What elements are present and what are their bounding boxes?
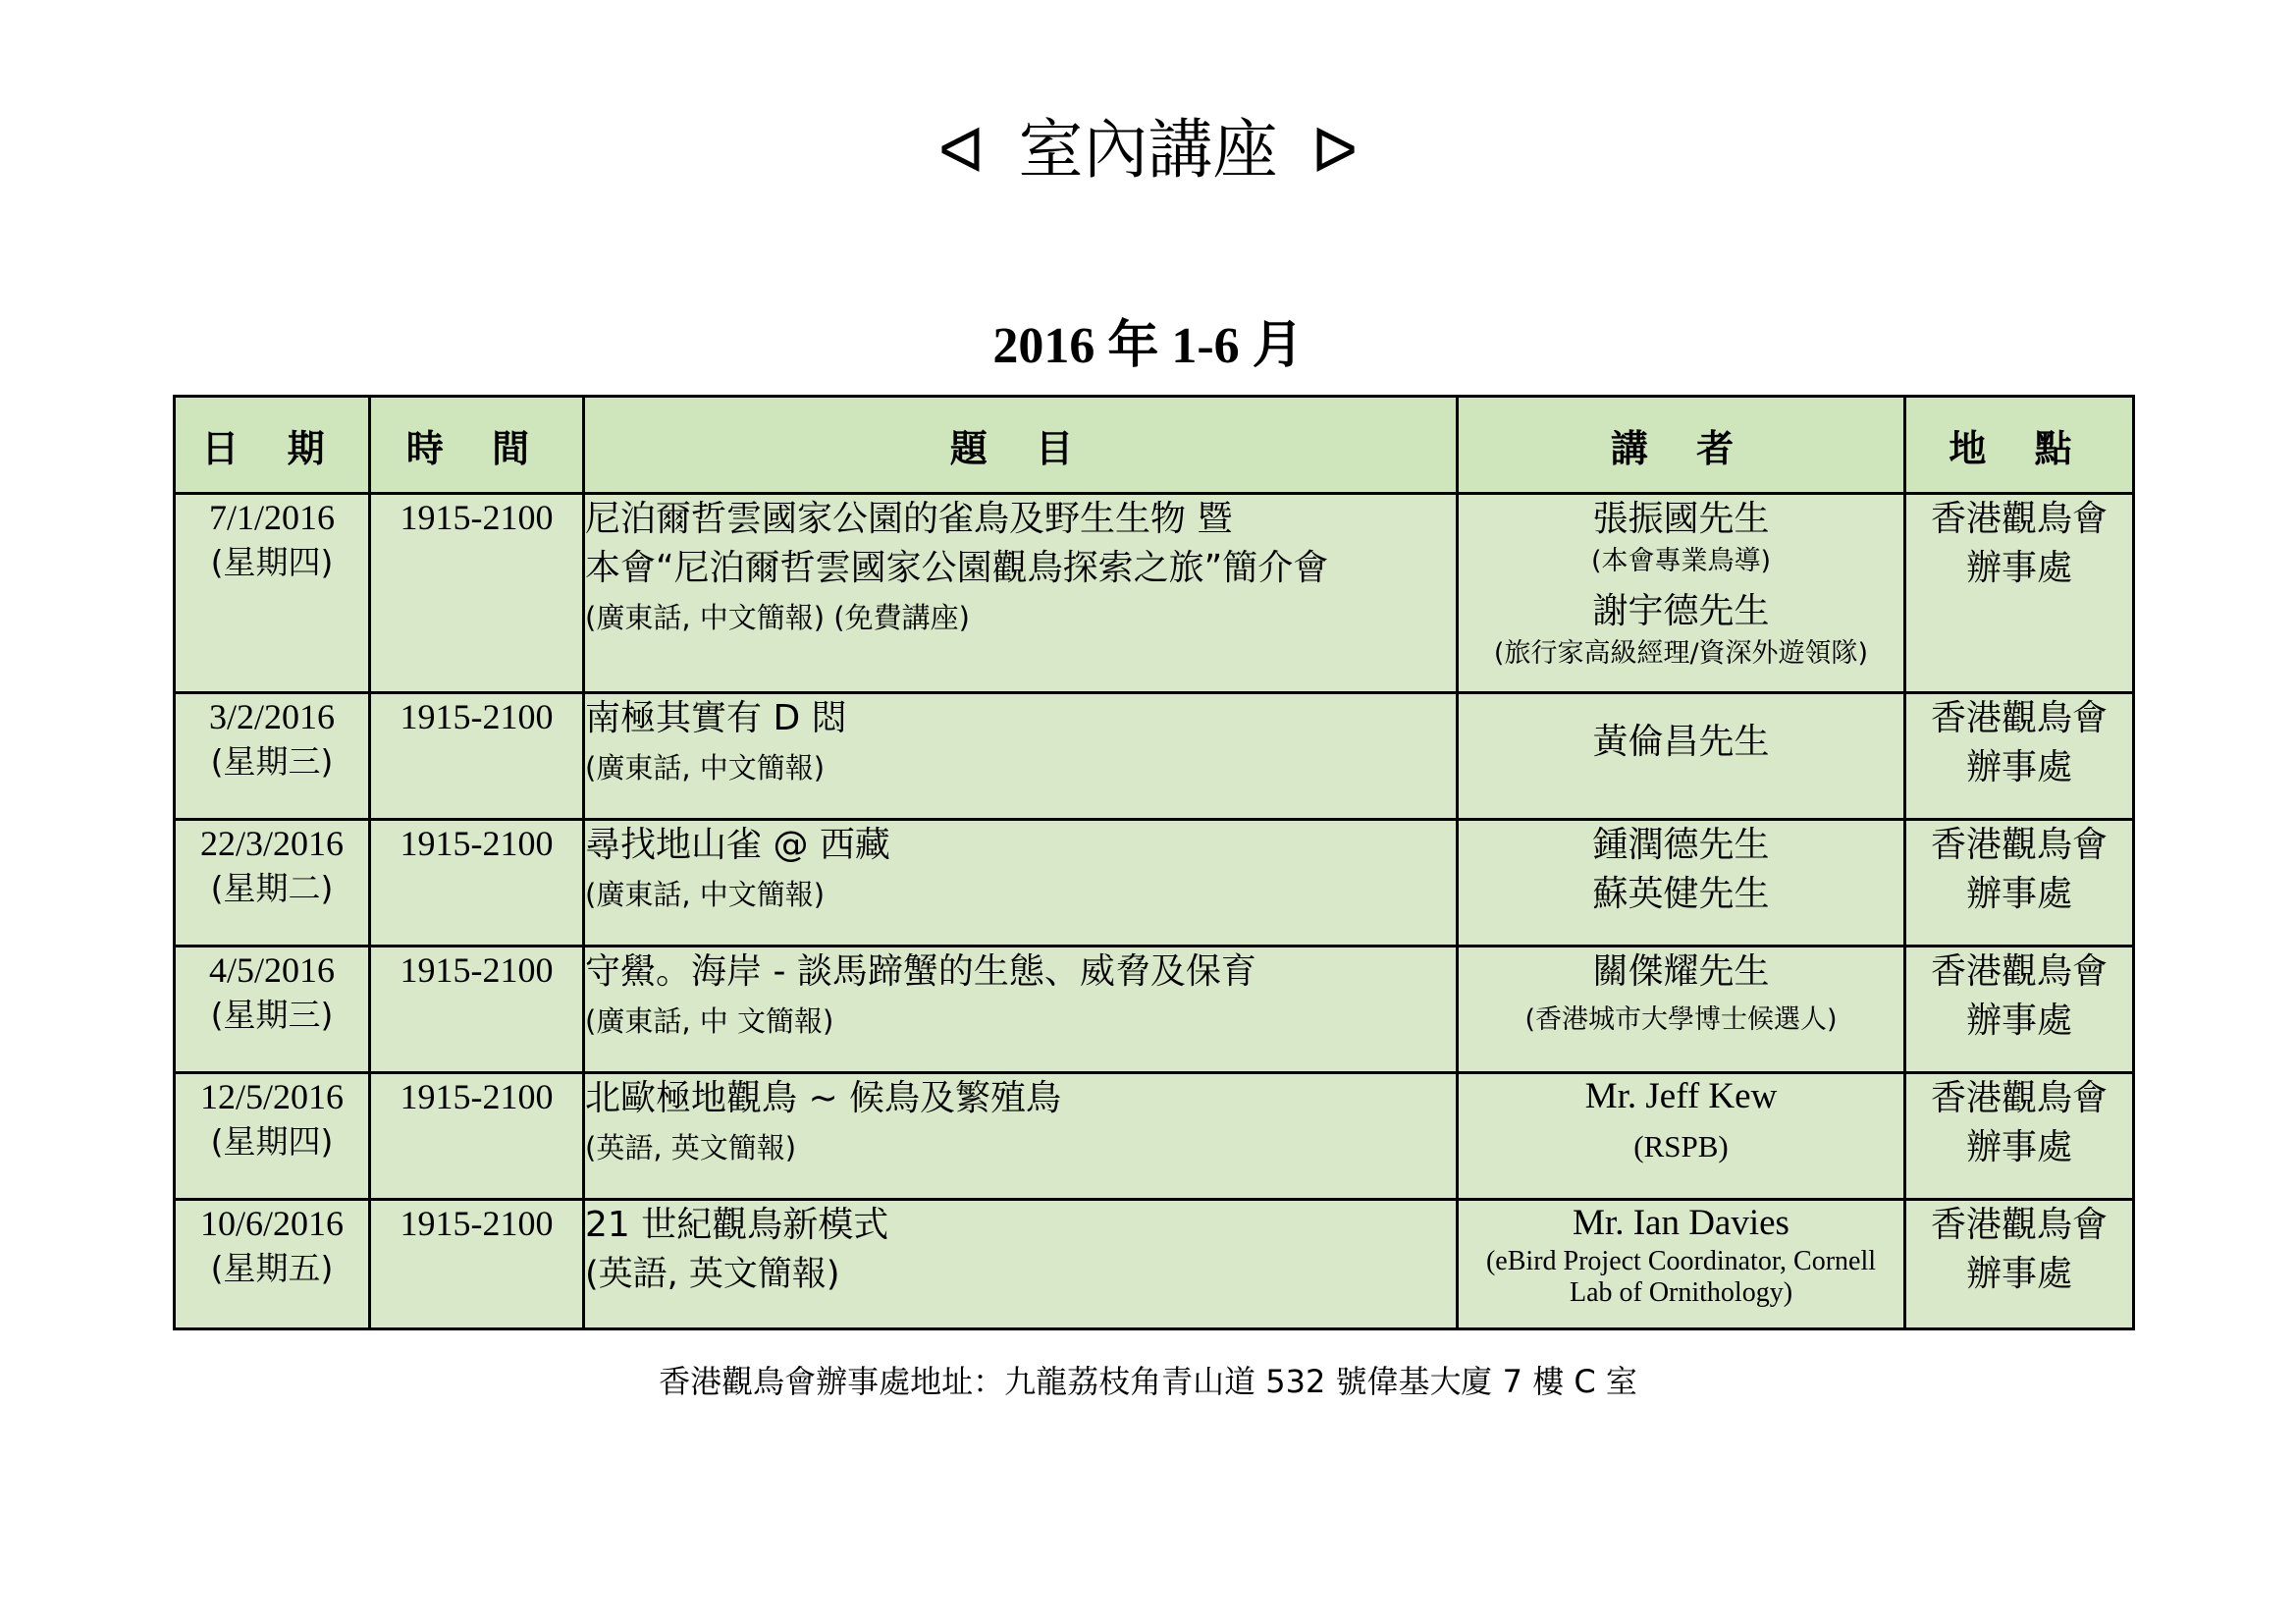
time-cell: 1915-2100 xyxy=(370,693,584,820)
topic-note: (廣東話, 中文簡報) xyxy=(585,878,826,911)
date: 3/2/2016 xyxy=(208,697,335,736)
column-header-speaker: 講 者 xyxy=(1458,397,1905,494)
lecture-schedule-table xyxy=(173,395,2135,1330)
speaker-cell xyxy=(1458,1200,1905,1329)
topic-line: 北歐極地觀鳥 ~ 候鳥及繁殖鳥 xyxy=(585,1078,1062,1118)
venue-cell xyxy=(1905,1073,2134,1200)
topic-note: (廣東話, 中文簡報) (免費講座) xyxy=(585,601,970,634)
topic-line: 尼泊爾哲雲國家公園的雀鳥及野生生物 暨 xyxy=(585,499,1233,539)
date-cell xyxy=(175,820,370,947)
topic-cell xyxy=(584,693,1458,820)
column-header-venue: 地 點 xyxy=(1905,397,2134,494)
table-header-row xyxy=(175,397,2134,494)
title-text: 室內講座 xyxy=(1018,112,1278,188)
topic-line: 21 世紀觀鳥新模式 xyxy=(585,1205,889,1245)
speaker-cell xyxy=(1458,820,1905,947)
speaker-name: 鍾潤德先生 xyxy=(1592,825,1770,865)
topic-line: 本會“尼泊爾哲雲國家公園觀鳥探索之旅”簡介會 xyxy=(585,548,1329,588)
topic-cell xyxy=(584,1073,1458,1200)
speaker-affiliation: (本會專業鳥導) xyxy=(1590,546,1772,576)
venue-line: 辦事處 xyxy=(1965,1127,2072,1167)
topic-cell xyxy=(584,947,1458,1073)
right-arrow-icon: ᐅ xyxy=(1310,115,1359,187)
time-cell: 1915-2100 xyxy=(370,947,584,1073)
table-row xyxy=(175,1200,2134,1329)
venue-cell xyxy=(1905,947,2134,1073)
weekday: (星期二) xyxy=(210,869,334,907)
weekday: (星期五) xyxy=(210,1249,334,1287)
topic-cell xyxy=(584,494,1458,693)
topic-note: (廣東話, 中文簡報) xyxy=(585,751,826,785)
venue-line: 香港觀鳥會 xyxy=(1930,499,2108,539)
speaker-affiliation: (RSPB) xyxy=(1633,1129,1729,1164)
speaker-name: 謝宇德先生 xyxy=(1592,591,1770,631)
date-cell xyxy=(175,1200,370,1329)
venue-line: 辦事處 xyxy=(1965,1001,2072,1041)
table-row xyxy=(175,494,2134,693)
left-arrow-icon: ᐊ xyxy=(937,115,986,187)
column-header-time: 時 間 xyxy=(370,397,584,494)
time-cell: 1915-2100 xyxy=(370,494,584,693)
topic-note: (廣東話, 中 文簡報) xyxy=(585,1004,834,1038)
date: 4/5/2016 xyxy=(208,950,335,990)
speaker-cell xyxy=(1458,947,1905,1073)
venue-line: 辦事處 xyxy=(1965,747,2072,787)
date: 7/1/2016 xyxy=(208,498,335,537)
speaker-name: Mr. Ian Davies xyxy=(1573,1203,1789,1243)
venue-line: 香港觀鳥會 xyxy=(1930,1205,2108,1245)
topic-cell xyxy=(584,820,1458,947)
venue-line: 辦事處 xyxy=(1965,1254,2072,1294)
speaker-name: 張振國先生 xyxy=(1592,499,1770,539)
speaker-cell xyxy=(1458,693,1905,820)
time-cell: 1915-2100 xyxy=(370,1200,584,1329)
venue-line: 香港觀鳥會 xyxy=(1930,825,2108,865)
date-cell xyxy=(175,1073,370,1200)
speaker-cell xyxy=(1458,494,1905,693)
venue-line: 辦事處 xyxy=(1965,548,2072,588)
venue-cell xyxy=(1905,693,2134,820)
topic-note: (英語, 英文簡報) xyxy=(585,1131,797,1164)
topic-note: (英語, 英文簡報) xyxy=(585,1255,840,1294)
topic-line: 南極其實有 D 悶 xyxy=(585,698,847,738)
weekday: (星期三) xyxy=(210,996,334,1034)
venue-line: 香港觀鳥會 xyxy=(1930,698,2108,738)
speaker-name: 關傑耀先生 xyxy=(1592,951,1770,992)
column-header-topic: 題 目 xyxy=(584,397,1458,494)
topic-cell xyxy=(584,1200,1458,1329)
speaker-affiliation: Lab of Ornithology) xyxy=(1569,1277,1793,1308)
speaker-affiliation: (旅行家高級經理/資深外遊領隊) xyxy=(1493,638,1869,669)
office-address: 香港觀鳥會辦事處地址：九龍荔枝角青山道 532 號偉基大廈 7 樓 C 室 xyxy=(659,1363,1637,1400)
column-header-date: 日 期 xyxy=(175,397,370,494)
weekday: (星期四) xyxy=(210,1122,334,1161)
table-row xyxy=(175,1073,2134,1200)
weekday: (星期三) xyxy=(210,742,334,781)
date-cell xyxy=(175,693,370,820)
table-row xyxy=(175,693,2134,820)
date-cell xyxy=(175,947,370,1073)
speaker-affiliation: (eBird Project Coordinator, Cornell xyxy=(1485,1246,1877,1276)
venue-cell xyxy=(1905,820,2134,947)
time-cell: 1915-2100 xyxy=(370,1073,584,1200)
topic-line: 守鱟。海岸 - 談馬蹄蟹的生態、威脅及保育 xyxy=(585,951,1256,992)
time-cell: 1915-2100 xyxy=(370,820,584,947)
date-cell xyxy=(175,494,370,693)
page-title xyxy=(0,106,2296,195)
weekday: (星期四) xyxy=(210,543,334,581)
venue-line: 香港觀鳥會 xyxy=(1930,1078,2108,1118)
venue-line: 辦事處 xyxy=(1965,874,2072,914)
speaker-name: 黃倫昌先生 xyxy=(1592,722,1770,762)
speaker-cell xyxy=(1458,1073,1905,1200)
speaker-name: 蘇英健先生 xyxy=(1592,874,1770,914)
date: 10/6/2016 xyxy=(199,1204,344,1243)
topic-line: 尋找地山雀 @ 西藏 xyxy=(585,825,890,865)
table-row xyxy=(175,820,2134,947)
venue-cell xyxy=(1905,494,2134,693)
table-row xyxy=(175,947,2134,1073)
date: 12/5/2016 xyxy=(199,1077,344,1116)
speaker-name: Mr. Jeff Kew xyxy=(1584,1076,1778,1116)
date: 22/3/2016 xyxy=(199,824,344,863)
venue-line: 香港觀鳥會 xyxy=(1930,951,2108,992)
venue-cell xyxy=(1905,1200,2134,1329)
speaker-affiliation: (香港城市大學博士候選人) xyxy=(1524,1004,1838,1035)
period-heading: 2016 年 1-6 月 xyxy=(992,318,1304,374)
